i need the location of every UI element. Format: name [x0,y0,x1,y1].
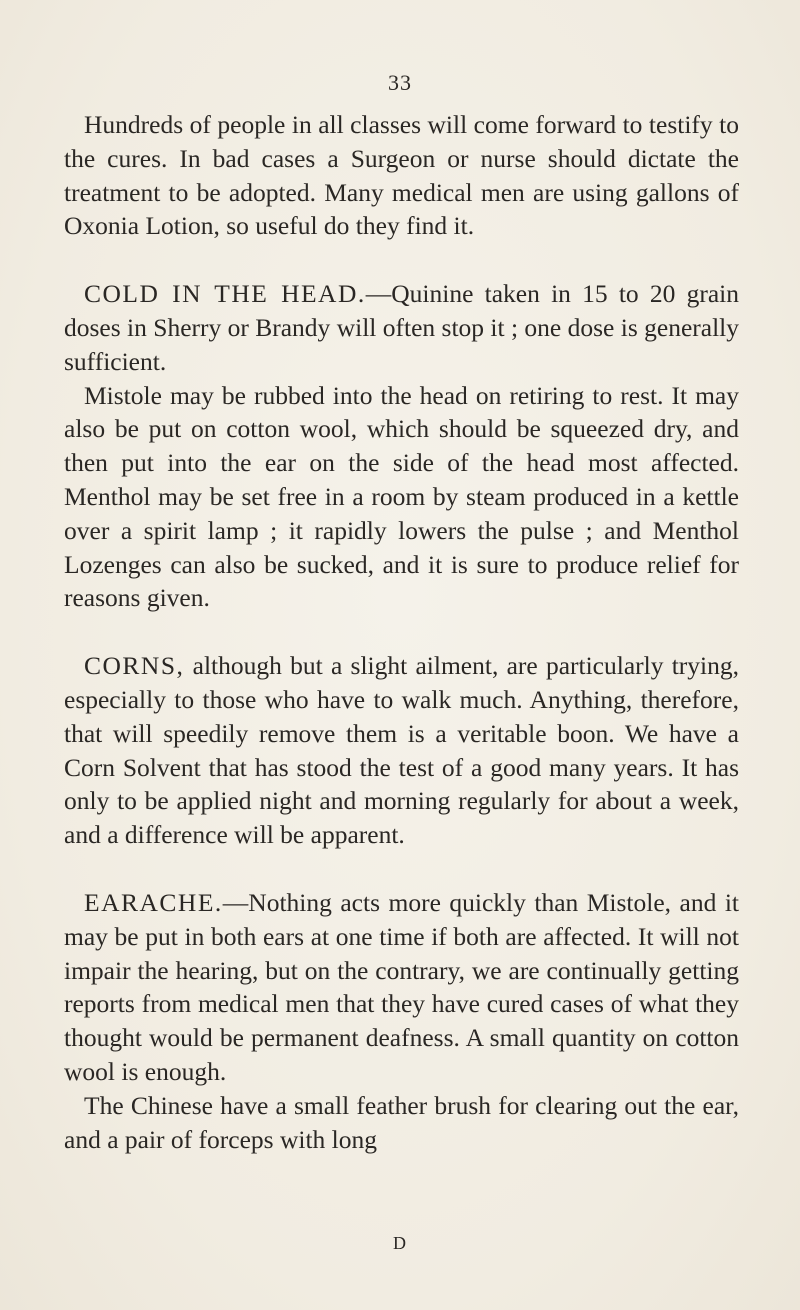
page-body [64,108,739,1156]
page-number: 33 [388,70,412,95]
signature-mark: D [393,1233,407,1253]
paragraph-text: although but a slight ailment, are particularly trying, especially to those who have to walk much. Anything, therefore, that will speedily remove them is a veritable boon. We have a Corn Solvent that has stood the test of a good many years. It has only to be applied night and morning regularly for about a week, and a difference will be apparent. [64,651,739,850]
paragraph-text: —Quinine taken in 15 to 20 grain doses in Sherry or Brandy will often stop it ; one dose is generally sufficient. [64,279,739,376]
section-heading-cold-in-the-head: COLD IN THE HEAD. [84,279,366,309]
paragraph-corns [64,649,739,852]
paragraph-chinese-brush [64,1089,739,1157]
paragraph-cold-in-the-head [64,277,739,378]
paragraph-text: The Chinese have a small feather brush for clearing out the ear, and a pair of forceps with long [64,1090,739,1154]
paragraph-text: Hundreds of people in all classes will come forward to testify to the cures. In bad cases a Surgeon or nurse should dictate the treatment to be adopted. Many medical men are using gallons of Oxonia Lotion, so useful do they find it. [64,110,739,241]
section-heading-earache: EARACHE. [84,887,223,917]
paragraph-mistole [64,379,739,616]
paragraph-text: —Nothing acts more quickly than Mistole, and it may be put in both ears at one time if both are affected. It will not impair the hearing, but on the contrary, we are continually getting reports from medical men that they have cured cases of what they thought would be permanent deafness. A small quantity on cotton wool is enough. [64,887,739,1086]
section-heading-corns: CORNS, [84,651,185,681]
paragraph-testimonials [64,108,739,243]
paragraph-text: Mistole may be rubbed into the head on retiring to rest. It may also be put on cotton wool, which should be squeezed dry, and then put into the ear on the side of the head most affected. Menthol may be set free in a room by steam produced in a kettle over a spirit lamp ; it rapidly lowers the pulse ; and Menthol Lozenges can also be sucked, and it is sure to produce relief for reasons given. [64,380,739,613]
paragraph-earache [64,886,739,1089]
